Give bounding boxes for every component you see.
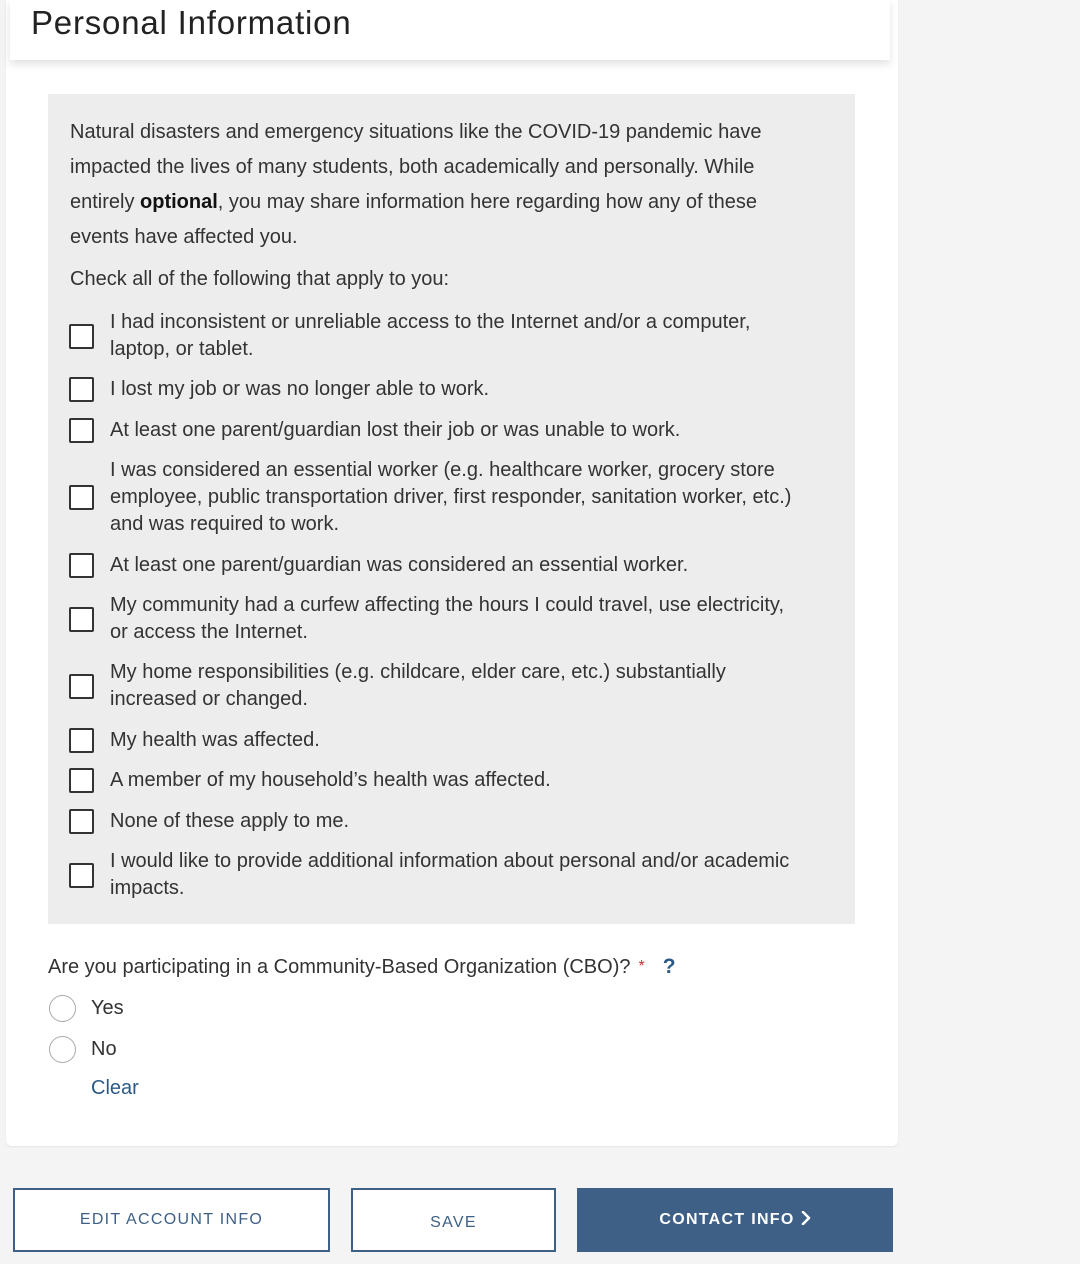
clear-link[interactable]: Clear xyxy=(91,1077,139,1099)
checkbox[interactable] xyxy=(69,607,94,632)
check-instructions: Check all of the following that apply to you: xyxy=(70,268,450,290)
impact-option-curfew[interactable] xyxy=(69,592,800,646)
checkbox[interactable] xyxy=(69,674,94,699)
impact-option-additional-info[interactable] xyxy=(69,848,800,902)
help-icon[interactable]: ? xyxy=(662,955,676,978)
save-button[interactable] xyxy=(351,1188,556,1252)
radio-button[interactable] xyxy=(49,1036,76,1063)
cbo-option-yes[interactable] xyxy=(49,995,124,1022)
section-header xyxy=(10,0,890,60)
checkbox[interactable] xyxy=(69,324,94,349)
impact-option-household-health[interactable] xyxy=(69,767,800,794)
save-label: SAVE xyxy=(430,1214,477,1231)
checkbox[interactable] xyxy=(69,809,94,834)
required-marker: * xyxy=(638,958,645,975)
option-label: My health was affected. xyxy=(110,729,320,751)
checkbox[interactable] xyxy=(69,863,94,888)
radio-label: Yes xyxy=(91,997,124,1019)
contact-info-label: CONTACT INFO xyxy=(659,1211,795,1228)
chevron-right-icon xyxy=(801,1211,811,1230)
option-label: At least one parent/guardian was considered an essential worker. xyxy=(110,554,689,576)
intro-text-end: , you may share information here regarding how any of these events have affected you. xyxy=(70,191,757,248)
radio-button[interactable] xyxy=(49,995,76,1022)
cbo-option-no[interactable] xyxy=(49,1036,117,1063)
checkbox[interactable] xyxy=(69,768,94,793)
impact-option-essential-worker[interactable] xyxy=(69,457,800,538)
impact-option-none[interactable] xyxy=(69,808,800,835)
option-label: I had inconsistent or unreliable access to the Internet and/or a computer, laptop, or tablet. xyxy=(110,311,751,360)
checkbox[interactable] xyxy=(69,485,94,510)
edit-account-label: EDIT ACCOUNT INFO xyxy=(79,1211,264,1228)
contact-info-button[interactable] xyxy=(577,1188,893,1252)
option-label: At least one parent/guardian lost their job or was unable to work. xyxy=(110,419,681,441)
impact-option-home-responsibilities[interactable] xyxy=(69,659,800,713)
option-label: My home responsibilities (e.g. childcare, elder care, etc.) substantially increased or changed. xyxy=(110,661,726,710)
impact-option-parent-lost-job[interactable] xyxy=(69,417,800,444)
cbo-question-text: Are you participating in a Community-Based Organization (CBO)? xyxy=(48,955,631,978)
page-title: Personal Information xyxy=(31,4,352,41)
impact-option-parent-essential[interactable] xyxy=(69,552,800,579)
impact-option-internet[interactable] xyxy=(69,309,800,363)
impact-option-health[interactable] xyxy=(69,727,800,754)
impact-option-lost-job[interactable] xyxy=(69,376,800,403)
checkbox[interactable] xyxy=(69,553,94,578)
checkbox[interactable] xyxy=(69,728,94,753)
intro-text: Natural disasters and emergency situations like the COVID-19 pandemic have impacted the lives of many students, both academically and personally. While entirely xyxy=(70,121,762,213)
option-label: I would like to provide additional information about personal and/or academic impacts. xyxy=(110,850,790,899)
option-label: A member of my household’s health was affected. xyxy=(110,769,551,791)
radio-label: No xyxy=(91,1038,117,1060)
checkbox[interactable] xyxy=(69,377,94,402)
impact-intro xyxy=(70,115,810,255)
option-label: My community had a curfew affecting the hours I could travel, use electricity, or access the Internet. xyxy=(110,594,785,643)
cbo-question xyxy=(48,955,676,979)
intro-optional: optional xyxy=(140,191,218,213)
option-label: None of these apply to me. xyxy=(110,810,350,832)
option-label: I lost my job or was no longer able to work. xyxy=(110,378,490,400)
edit-account-button[interactable] xyxy=(13,1188,330,1252)
option-label: I was considered an essential worker (e.g. healthcare worker, grocery store employee, public transportation driver, first responder, sanitation worker, etc.) and was required to work. xyxy=(110,459,792,535)
checkbox[interactable] xyxy=(69,418,94,443)
